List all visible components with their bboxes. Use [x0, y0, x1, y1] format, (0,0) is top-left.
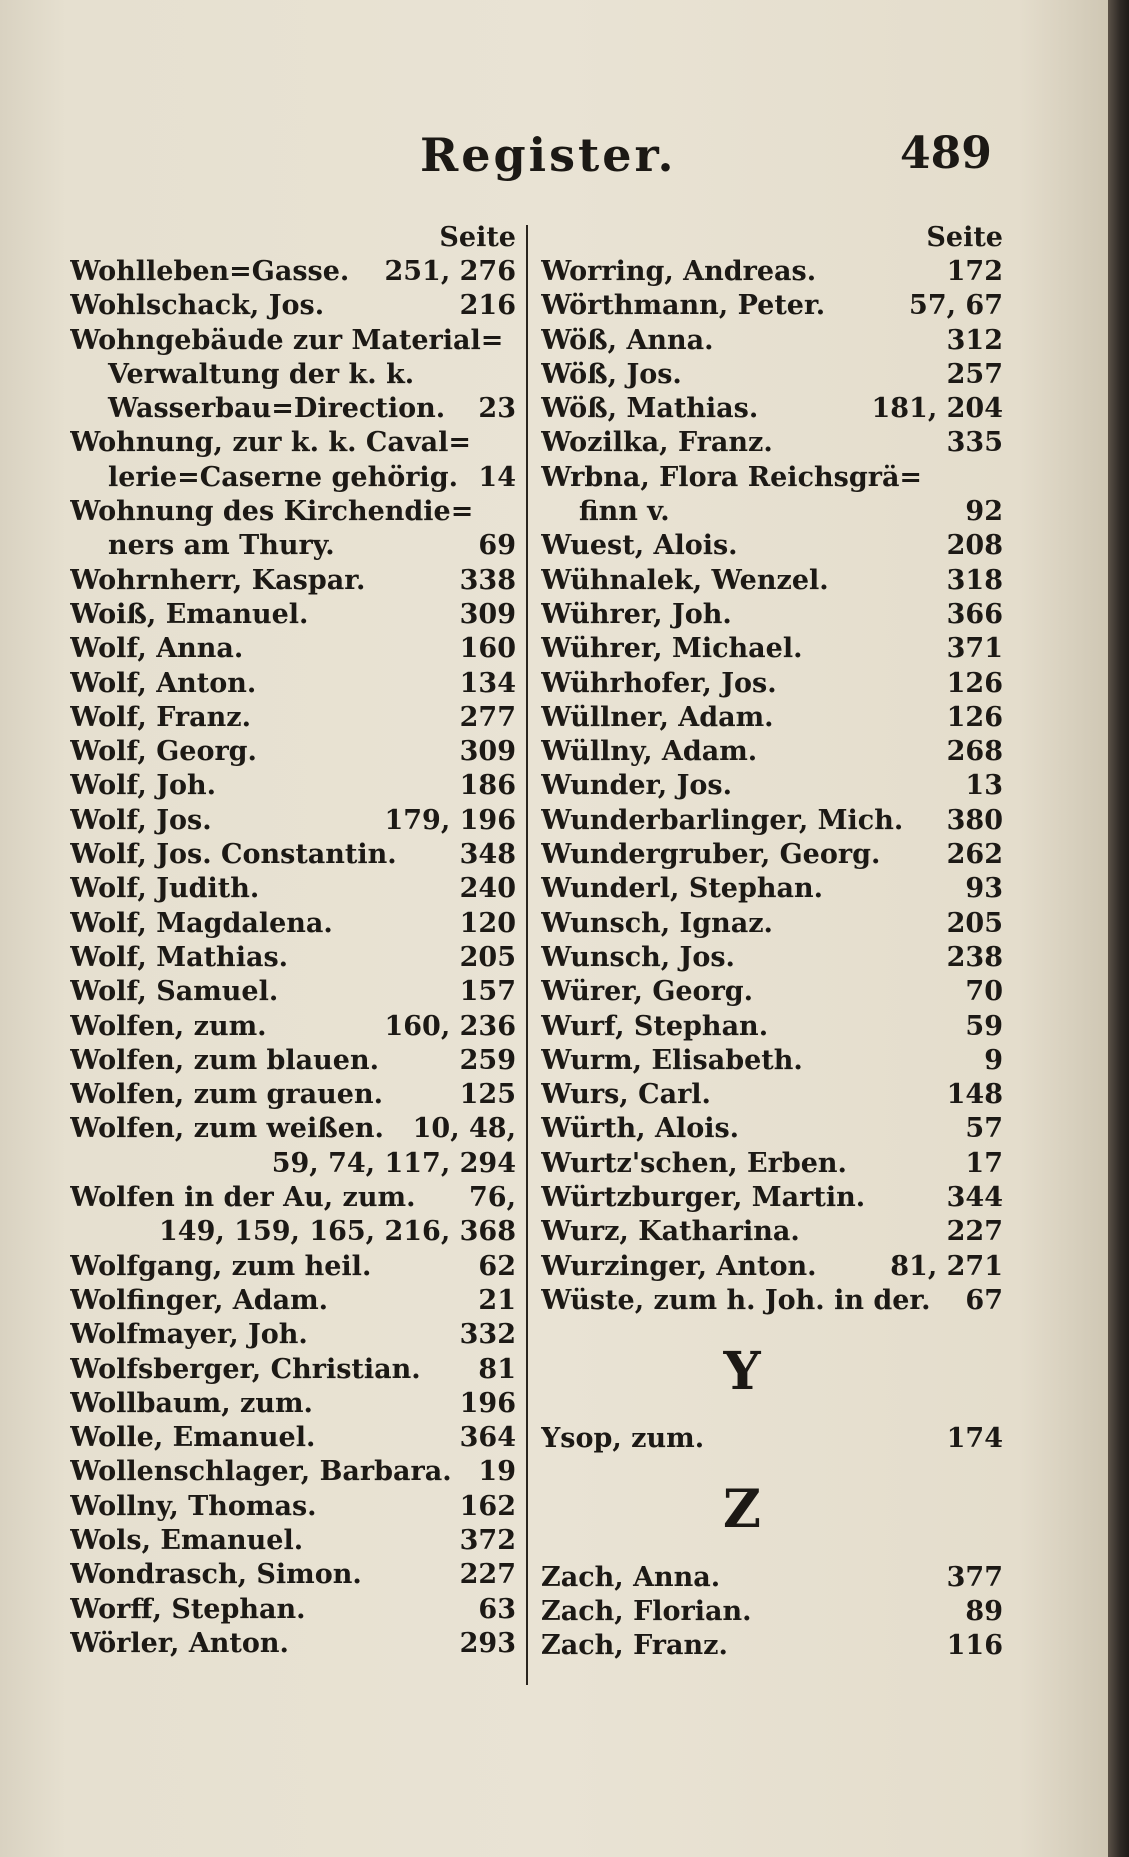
entry-pages: 93	[965, 873, 1003, 905]
entry-name: Wöß, Mathias.	[541, 393, 759, 425]
entry-name: Wolfen in der Au, zum.	[70, 1182, 416, 1214]
entry-name: Wohlleben=Gasse.	[70, 256, 350, 287]
entry-list-left	[70, 256, 516, 1662]
index-entry	[541, 462, 1003, 496]
entry-name: Wols, Emanuel.	[70, 1524, 304, 1556]
index-entry	[70, 1251, 516, 1285]
entry-pages: 208	[946, 530, 1003, 562]
entry-name: Wühnalek, Wenzel.	[541, 564, 829, 596]
entry-name: Verwaltung der k. k.	[108, 358, 415, 390]
index-entry	[541, 1182, 1003, 1216]
entry-pages: 89	[965, 1595, 1003, 1627]
entry-list-right-y	[541, 1423, 1003, 1457]
entry-name: Wunderl, Stephan.	[541, 873, 824, 905]
index-entry	[541, 1148, 1003, 1182]
index-entry	[70, 1422, 516, 1456]
entry-pages: 125	[459, 1079, 516, 1111]
index-entry	[541, 359, 1003, 393]
entry-name: ners am Thury.	[108, 530, 335, 562]
index-entry	[541, 325, 1003, 359]
section-letter-y: Y	[723, 1340, 761, 1402]
entry-pages: 149, 159, 165, 216, 368	[159, 1216, 516, 1248]
index-entry	[70, 668, 516, 702]
entry-name: Wurz, Katharina.	[541, 1216, 800, 1248]
index-entry	[541, 1596, 1003, 1630]
entry-name: Wolf, Samuel.	[70, 976, 279, 1008]
index-entry	[541, 1079, 1003, 1113]
entry-name: Wolfgang, zum heil.	[70, 1250, 372, 1282]
index-entry	[70, 942, 516, 976]
entry-pages: 126	[946, 667, 1003, 699]
entry-name: Wolf, Mathias.	[70, 941, 289, 973]
index-entry	[70, 565, 516, 599]
entry-name: Wollny, Thomas.	[70, 1490, 317, 1522]
entry-pages: 257	[946, 358, 1003, 390]
entry-name: Wohlschack, Jos.	[70, 290, 325, 322]
entry-pages: 62	[478, 1250, 516, 1282]
index-entry	[541, 839, 1003, 873]
index-entry	[541, 1045, 1003, 1079]
entry-pages: 259	[459, 1044, 516, 1076]
entry-pages: 366	[946, 598, 1003, 630]
index-entry	[70, 290, 516, 324]
entry-pages: 92	[965, 496, 1003, 528]
entry-pages: 126	[946, 701, 1003, 733]
entry-name: Wüllny, Adam.	[541, 736, 758, 768]
index-entry	[541, 290, 1003, 324]
entry-pages: 162	[459, 1490, 516, 1522]
index-entry	[541, 1011, 1003, 1045]
entry-name: lerie=Caserne gehörig.	[108, 461, 458, 493]
column-divider	[526, 225, 528, 1685]
entry-name: Wolfen, zum grauen.	[70, 1079, 383, 1111]
index-entry	[70, 805, 516, 839]
entry-pages: 148	[946, 1079, 1003, 1111]
entry-pages: 63	[478, 1593, 516, 1625]
entry-name: Worring, Andreas.	[541, 256, 817, 287]
entry-pages: 377	[946, 1561, 1003, 1593]
index-entry	[70, 1491, 516, 1525]
index-entry	[541, 942, 1003, 976]
index-entry	[70, 1011, 516, 1045]
index-entry	[70, 256, 516, 290]
index-entry	[70, 736, 516, 770]
index-entry	[70, 1388, 516, 1422]
index-entry	[70, 1216, 516, 1250]
column-heading-left: Seite	[439, 222, 516, 253]
entry-pages: 70	[965, 976, 1003, 1008]
entry-name: Wolf, Franz.	[70, 701, 251, 733]
index-entry	[70, 873, 516, 907]
entry-name: Wolfinger, Adam.	[70, 1284, 329, 1316]
index-entry	[70, 599, 516, 633]
entry-pages: 21	[478, 1284, 516, 1316]
entry-name: Wührhofer, Jos.	[541, 667, 777, 699]
entry-pages: 277	[459, 701, 516, 733]
index-entry	[541, 256, 1003, 290]
entry-name: Zach, Anna.	[541, 1561, 721, 1593]
index-entry	[541, 736, 1003, 770]
entry-pages: 332	[459, 1319, 516, 1351]
entry-name: Wrbna, Flora Reichsgrä=	[541, 461, 923, 493]
entry-name: Wundergruber, Georg.	[541, 839, 881, 871]
index-entry	[70, 1148, 516, 1182]
entry-pages: 338	[459, 564, 516, 596]
index-entry	[70, 393, 516, 427]
index-entry	[541, 565, 1003, 599]
index-entry	[70, 1628, 516, 1662]
index-entry	[70, 976, 516, 1010]
entry-name: Wohnung, zur k. k. Caval=	[70, 427, 471, 459]
index-entry	[541, 1423, 1003, 1457]
entry-pages: 268	[946, 736, 1003, 768]
entry-pages: 59	[965, 1010, 1003, 1042]
index-entry	[70, 839, 516, 873]
entry-name: Wührer, Michael.	[541, 633, 803, 665]
entry-pages: 196	[459, 1387, 516, 1419]
entry-name: Wohngebäude zur Material=	[70, 324, 504, 356]
index-entry	[70, 359, 516, 393]
entry-name: Woiß, Emanuel.	[70, 598, 309, 630]
entry-name: Wolfen, zum blauen.	[70, 1044, 380, 1076]
index-entry	[70, 1456, 516, 1490]
index-entry	[541, 976, 1003, 1010]
entry-pages: 134	[459, 667, 516, 699]
entry-name: Wolf, Anna.	[70, 633, 244, 665]
entry-pages: 216	[459, 290, 516, 322]
index-entry	[70, 1285, 516, 1319]
entry-pages: 240	[459, 873, 516, 905]
entry-pages: 262	[946, 839, 1003, 871]
entry-name: Wunderbarlinger, Mich.	[541, 804, 904, 836]
page-number: 489	[900, 128, 992, 179]
entry-name: Wolfen, zum weißen.	[70, 1113, 384, 1145]
entry-pages: 181, 204	[871, 393, 1003, 425]
entry-pages: 344	[946, 1182, 1003, 1214]
index-entry	[541, 668, 1003, 702]
index-entry	[70, 1182, 516, 1216]
entry-name: Wurzinger, Anton.	[541, 1250, 817, 1282]
entry-pages: 172	[946, 256, 1003, 287]
entry-name: Wührer, Joh.	[541, 598, 732, 630]
index-entry	[70, 908, 516, 942]
entry-pages: 312	[946, 324, 1003, 356]
entry-name: Wöß, Anna.	[541, 324, 714, 356]
index-entry	[541, 633, 1003, 667]
entry-pages: 364	[459, 1422, 516, 1454]
index-entry	[70, 1113, 516, 1147]
entry-pages: 174	[946, 1423, 1003, 1455]
entry-pages: 13	[965, 770, 1003, 802]
entry-name: Wörler, Anton.	[70, 1627, 289, 1659]
entry-pages: 205	[946, 907, 1003, 939]
index-entry	[70, 702, 516, 736]
entry-name: Würtzburger, Martin.	[541, 1182, 866, 1214]
index-entry	[70, 1079, 516, 1113]
entry-pages: 81, 271	[890, 1250, 1003, 1282]
entry-pages: 120	[459, 907, 516, 939]
entry-pages: 335	[946, 427, 1003, 459]
index-entry	[70, 770, 516, 804]
entry-name: finn v.	[579, 496, 670, 528]
entry-pages: 116	[946, 1630, 1003, 1662]
entry-name: Wollenschlager, Barbara.	[70, 1456, 452, 1488]
entry-name: Wüste, zum h. Joh. in der.	[541, 1284, 931, 1316]
entry-name: Wolle, Emanuel.	[70, 1422, 316, 1454]
entry-name: Wondrasch, Simon.	[70, 1559, 362, 1591]
entry-name: Wolfen, zum.	[70, 1010, 267, 1042]
index-entry	[541, 599, 1003, 633]
entry-name: Würer, Georg.	[541, 976, 754, 1008]
entry-pages: 23	[478, 393, 516, 425]
index-entry	[70, 1525, 516, 1559]
entry-pages: 9	[984, 1044, 1003, 1076]
entry-name: Wolf, Jos.	[70, 804, 212, 836]
entry-name: Wolf, Joh.	[70, 770, 217, 802]
index-entry	[541, 770, 1003, 804]
index-entry	[541, 1251, 1003, 1285]
index-column-left	[70, 222, 516, 1662]
index-entry	[70, 1045, 516, 1079]
index-entry	[70, 325, 516, 359]
entry-name: Wozilka, Franz.	[541, 427, 773, 459]
index-entry	[70, 496, 516, 530]
index-entry	[541, 908, 1003, 942]
entry-name: Wunsch, Jos.	[541, 941, 735, 973]
entry-pages: 293	[459, 1627, 516, 1659]
entry-pages: 318	[946, 564, 1003, 596]
index-entry	[541, 805, 1003, 839]
entry-pages: 227	[946, 1216, 1003, 1248]
entry-pages: 76,	[469, 1182, 516, 1214]
entry-name: Wunsch, Ignaz.	[541, 907, 773, 939]
book-edge	[1108, 0, 1129, 1857]
index-entry	[541, 1630, 1003, 1664]
entry-name: Wolfsberger, Christian.	[70, 1353, 421, 1385]
entry-pages: 67	[965, 1284, 1003, 1316]
index-entry	[70, 462, 516, 496]
entry-name: Wohrnherr, Kaspar.	[70, 564, 366, 596]
entry-name: Zach, Florian.	[541, 1595, 752, 1627]
entry-pages: 14	[478, 461, 516, 493]
entry-pages: 309	[459, 598, 516, 630]
entry-name: Zach, Franz.	[541, 1630, 728, 1662]
entry-name: Worff, Stephan.	[70, 1593, 306, 1625]
index-entry	[541, 427, 1003, 461]
entry-name: Wurm, Elisabeth.	[541, 1044, 803, 1076]
entry-pages: 348	[459, 839, 516, 871]
entry-name: Wolf, Magdalena.	[70, 907, 333, 939]
entry-pages: 179, 196	[384, 804, 516, 836]
entry-pages: 371	[946, 633, 1003, 665]
column-heading-right: Seite	[926, 222, 1003, 253]
entry-pages: 251, 276	[384, 256, 516, 287]
page-title: Register.	[420, 128, 677, 182]
entry-name: Wolf, Georg.	[70, 736, 257, 768]
entry-pages: 380	[946, 804, 1003, 836]
entry-pages: 10, 48,	[412, 1113, 516, 1145]
section-letter-z: Z	[723, 1479, 761, 1540]
index-entry	[541, 1562, 1003, 1596]
index-entry	[541, 1113, 1003, 1147]
index-entry	[541, 530, 1003, 564]
entry-name: Wunder, Jos.	[541, 770, 732, 802]
index-entry	[541, 1285, 1003, 1319]
entry-name: Wöß, Jos.	[541, 358, 682, 390]
entry-pages: 238	[946, 941, 1003, 973]
index-entry	[541, 873, 1003, 907]
entry-name: Wörthmann, Peter.	[541, 290, 826, 322]
entry-name: Wolf, Judith.	[70, 873, 260, 905]
entry-pages: 17	[965, 1147, 1003, 1179]
index-entry	[70, 1594, 516, 1628]
entry-pages: 157	[459, 976, 516, 1008]
entry-name: Wolfmayer, Joh.	[70, 1319, 308, 1351]
index-entry	[70, 427, 516, 461]
entry-name: Wohnung des Kirchendie=	[70, 496, 474, 528]
entry-name: Wurs, Carl.	[541, 1079, 711, 1111]
index-entry	[70, 1354, 516, 1388]
entry-pages: 227	[459, 1559, 516, 1591]
index-entry	[541, 496, 1003, 530]
entry-pages: 57	[965, 1113, 1003, 1145]
entry-name: Wollbaum, zum.	[70, 1387, 313, 1419]
entry-pages: 57, 67	[909, 290, 1003, 322]
index-entry	[541, 1216, 1003, 1250]
index-entry	[70, 1559, 516, 1593]
index-entry	[541, 702, 1003, 736]
entry-pages: 19	[478, 1456, 516, 1488]
index-entry	[541, 393, 1003, 427]
index-entry	[70, 633, 516, 667]
entry-name: Wolf, Anton.	[70, 667, 257, 699]
entry-name: Wüllner, Adam.	[541, 701, 774, 733]
entry-name: Ysop, zum.	[541, 1423, 705, 1455]
index-entry	[70, 530, 516, 564]
entry-pages: 81	[478, 1353, 516, 1385]
entry-pages: 186	[459, 770, 516, 802]
entry-pages: 160	[459, 633, 516, 665]
entry-name: Wurf, Stephan.	[541, 1010, 769, 1042]
entry-name: Wurtz'schen, Erben.	[541, 1147, 847, 1179]
entry-name: Wuest, Alois.	[541, 530, 738, 562]
entry-pages: 160, 236	[384, 1010, 516, 1042]
entry-pages: 69	[478, 530, 516, 562]
index-column-right	[541, 222, 1003, 1664]
entry-pages: 205	[459, 941, 516, 973]
entry-pages: 309	[459, 736, 516, 768]
entry-pages: 372	[459, 1524, 516, 1556]
entry-list-right-z	[541, 1562, 1003, 1665]
entry-name: Wasserbau=Direction.	[108, 393, 446, 425]
entry-list-right-w	[541, 256, 1003, 1319]
index-entry	[70, 1319, 516, 1353]
entry-pages: 59, 74, 117, 294	[271, 1147, 516, 1179]
entry-name: Würth, Alois.	[541, 1113, 740, 1145]
entry-name: Wolf, Jos. Constantin.	[70, 839, 397, 871]
